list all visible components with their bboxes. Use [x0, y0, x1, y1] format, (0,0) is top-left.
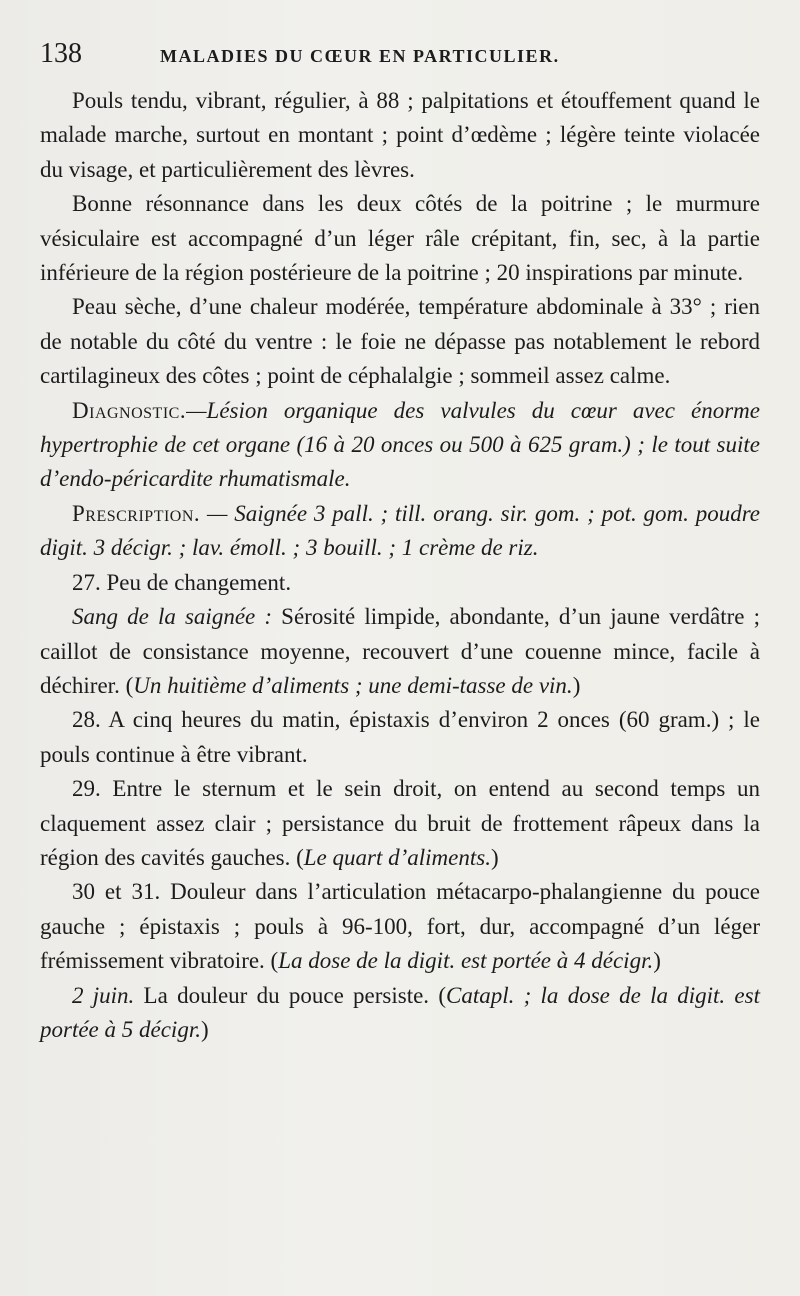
day-29-close: ) [490, 844, 499, 870]
blood-diet: Un huitième d’aliments ; une demi-tasse de vin. [133, 672, 573, 698]
page-number: 138 [40, 38, 82, 69]
paragraph-june-2 [40, 979, 760, 1048]
paragraph-diagnostic [40, 394, 760, 497]
diagnostic-text: —Lésion organique des valvules du cœur avec énorme hypertrophie de cet organe (16 à 20 onces ou 500 à 625 gram.) ; le tout suite d’endo-péricardite rhumatismale. [40, 397, 760, 492]
blood-label: Sang de la saignée : [72, 604, 273, 630]
paragraph-resonance: Bonne résonnance dans les deux côtés de la poitrine ; le murmure vésiculaire est accompagné d’un léger râle crépitant, fin, sec, à la partie inférieure de la région postérieure de la poitrine ; 20 inspirations par minute. [40, 191, 760, 286]
paragraph-blood [40, 600, 760, 703]
day-29-diet: Le quart d’aliments. [303, 844, 491, 870]
june-date: 2 juin. [72, 982, 135, 1008]
day-29-text: 29. Entre le sternum et le sein droit, on entend au second temps un claquement assez clair ; persistance du bruit de frottement râpeux dans la région des cavités gauches. ( [40, 776, 760, 870]
running-title: MALADIES DU CŒUR EN PARTICULIER. [160, 46, 560, 66]
page-header [40, 38, 760, 78]
diagnostic-label: Diagnostic. [72, 397, 187, 423]
june-close: ) [200, 1016, 209, 1042]
day-30-text: 30 et 31. Douleur dans l’articulation métacarpo-phalangienne du pouce gauche ; épistaxis ; pouls à 96-100, fort, dur, accompagné d’un léger frémissement vibratoire. ( [40, 879, 760, 974]
prescription-label: Prescription. [72, 500, 201, 526]
day-30-close: ) [653, 948, 661, 974]
june-dose: Catapl. ; la dose de la digit. est portée à 5 décigr. [40, 982, 760, 1042]
blood-close: ) [572, 672, 581, 698]
paragraph-day-28: 28. A cinq heures du matin, épistaxis d’environ 2 onces (60 gram.) ; le pouls continue à être vibrant. [40, 707, 760, 767]
paragraph-day-29 [40, 772, 760, 875]
body-text [40, 84, 760, 1047]
day-30-dose: La dose de la digit. est portée à 4 décigr. [278, 948, 654, 974]
paragraph-day-27: 27. Peu de changement. [72, 569, 292, 595]
paragraph-prescription [40, 497, 760, 566]
blood-text: Sérosité limpide, abondante, d’un jaune verdâtre ; caillot de consistance moyenne, recouvert d’une couenne mince, facile à déchirer. ( [40, 604, 760, 698]
june-text: La douleur du pouce persiste. ( [134, 982, 446, 1008]
paragraph-day-30-31 [40, 875, 760, 978]
paragraph-skin: Peau sèche, d’une chaleur modérée, température abdominale à 33° ; rien de notable du côté du ventre : le foie ne dépasse pas notablement le rebord cartilagineux des côtes ; point de céphalalgie ; sommeil assez calme. [40, 294, 760, 389]
prescription-text: — Saignée 3 pall. ; till. orang. sir. gom. ; pot. gom. poudre digit. 3 décigr. ; lav. émoll. ; 3 bouill. ; 1 crème de riz. [40, 500, 760, 561]
paragraph-pulse: Pouls tendu, vibrant, régulier, à 88 ; palpitations et étouffement quand le malade marche, surtout en montant ; point d’œdème ; légère teinte violacée du visage, et particulièrement des lèvres. [40, 88, 760, 182]
